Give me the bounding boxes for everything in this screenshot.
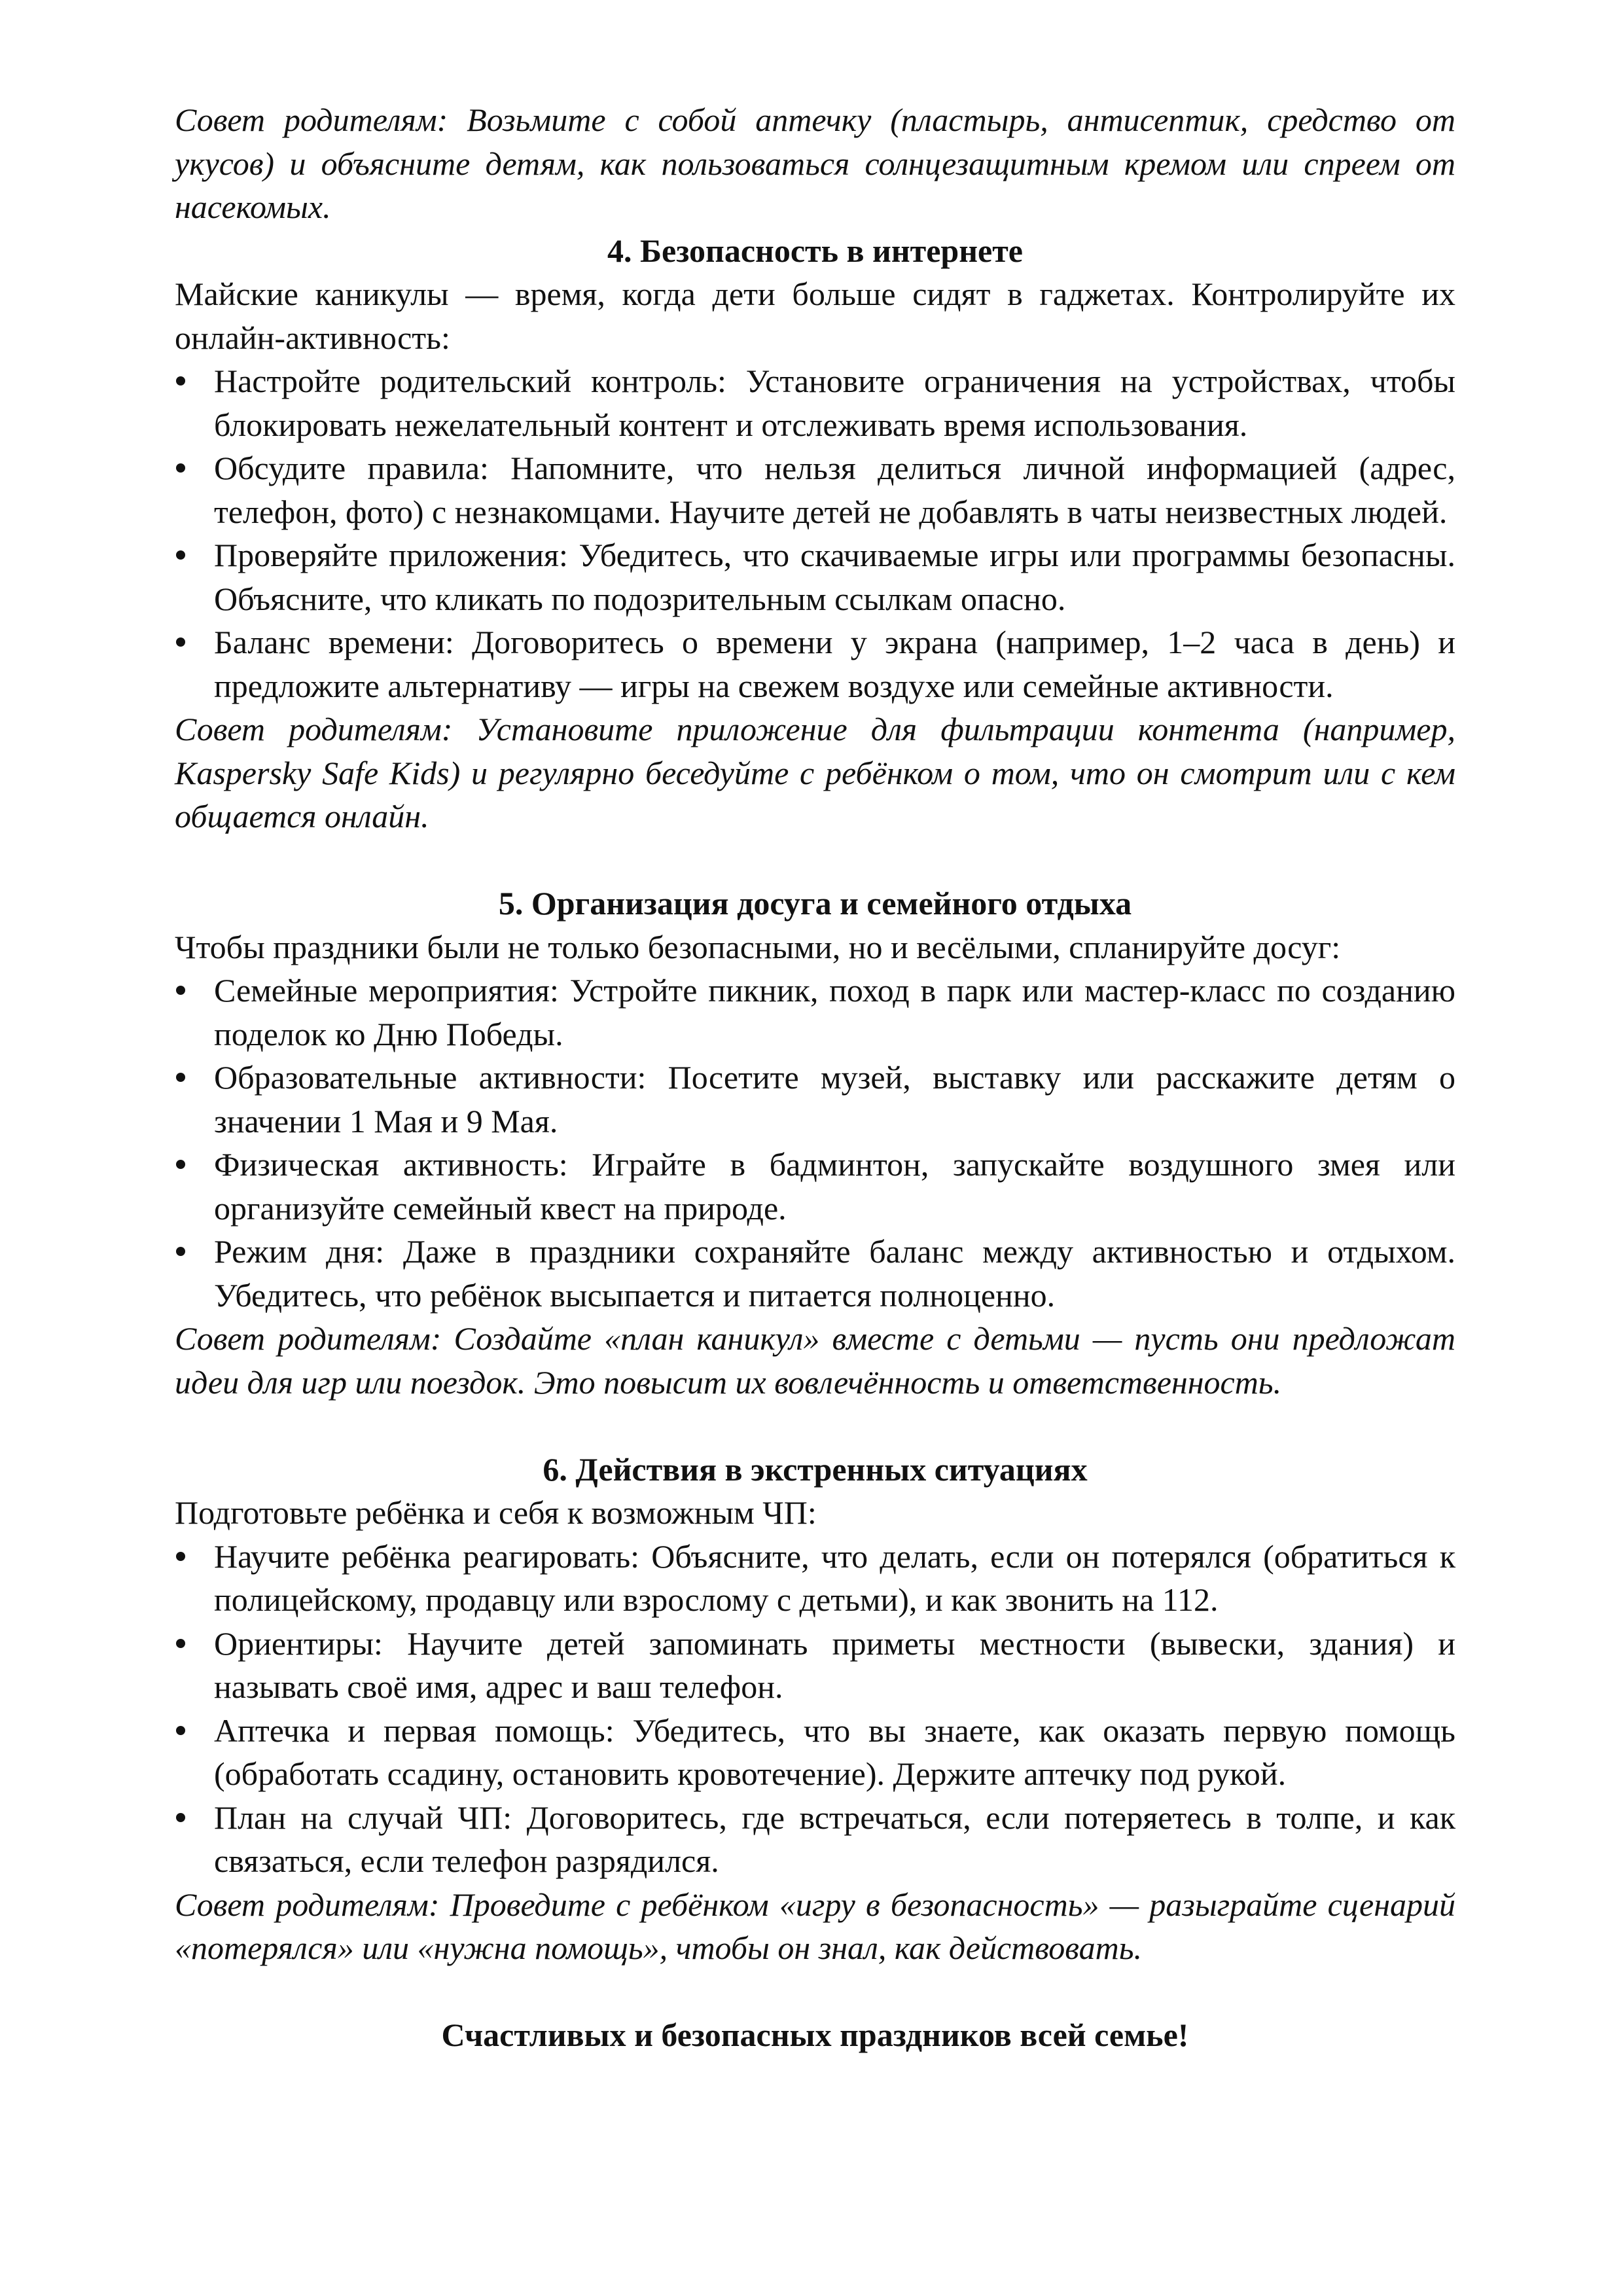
section-advice: Совет родителям: Создайте «план каникул» вместе с детьми — пусть они предложат идеи для игр или поездок. Это повысит их вовлечённость и ответственность. (175, 1320, 1455, 1401)
section-lead: Чтобы праздники были не только безопасными, но и весёлыми, спланируйте досуг: (175, 928, 1341, 965)
section-internet-safety (175, 229, 1455, 838)
bullet-icon (176, 1073, 185, 1082)
list-item (175, 1622, 1455, 1709)
list-item-text: Баланс времени: Договоритесь о времени у экрана (например, 1–2 часа в день) и предложите альтернативу — игры на свежем воздухе или семейные активности. (214, 624, 1455, 704)
list-item (175, 1709, 1455, 1796)
list-item-text: Обсудите правила: Напомните, что нельзя делиться личной информацией (адрес, телефон, фото) с незнакомцами. Научите детей не добавлять в чаты неизвестных людей. (214, 450, 1455, 530)
list-item (175, 1535, 1455, 1622)
list-item-text: Научите ребёнка реагировать: Объясните, что делать, если он потерялся (обратиться к полицейскому, продавцу или взрослому с детьми), и как звонить на 112. (214, 1537, 1455, 1618)
bullet-icon (176, 1813, 185, 1822)
list-item-text: Проверяйте приложения: Убедитесь, что скачиваемые игры или программы безопасны. Объясните, что кликать по подозрительным ссылкам опасно. (214, 537, 1455, 617)
closing-line: Счастливых и безопасных праздников всей семье! (441, 2017, 1189, 2053)
list-item (175, 446, 1455, 533)
intro-advice: Совет родителям: Возьмите с собой аптечку (пластырь, антисептик, средство от укусов) и объясните детям, как пользоваться солнцезащитным кремом или спреем от насекомых. (175, 101, 1455, 225)
list-item (175, 1796, 1455, 1883)
bullet-list (175, 969, 1455, 1317)
list-item (175, 1143, 1455, 1230)
document-page (175, 98, 1455, 2057)
bullet-icon (176, 1247, 185, 1256)
bullet-icon (176, 463, 185, 473)
section-emergency (175, 1448, 1455, 1970)
section-advice: Совет родителям: Проведите с ребёнком «игру в безопасность» — разыграйте сценарий «потерялся» или «нужна помощь», чтобы он знал, как действовать. (175, 1886, 1455, 1966)
list-item (175, 359, 1455, 446)
bullet-icon (176, 637, 185, 647)
list-item-text: Физическая активность: Играйте в бадминтон, запускайте воздушного змея или организуйте семейный квест на природе. (214, 1146, 1455, 1227)
bullet-icon (176, 1552, 185, 1561)
list-item-text: Настройте родительский контроль: Установите ограничения на устройствах, чтобы блокировать нежелательный контент и отслеживать время использования. (214, 363, 1455, 443)
section-advice: Совет родителям: Установите приложение для фильтрации контента (например, Kaspersky Safe Kids) и регулярно беседуйте с ребёнком о том, что он смотрит или с кем общается онлайн. (175, 711, 1455, 834)
bullet-icon (176, 1726, 185, 1735)
bullet-list (175, 1535, 1455, 1883)
list-item-text: Режим дня: Даже в праздники сохраняйте баланс между активностью и отдыхом. Убедитесь, что ребёнок высыпается и питается полноценно. (214, 1233, 1455, 1314)
section-lead: Подготовьте ребёнка и себя к возможным ЧП: (175, 1494, 817, 1531)
section-heading: 4. Безопасность в интернете (607, 232, 1023, 269)
spacer (175, 1970, 1455, 2014)
bullet-icon (176, 376, 185, 386)
spacer (175, 1404, 1455, 1448)
bullet-icon (176, 1639, 185, 1648)
bullet-icon (176, 986, 185, 995)
list-item-text: Семейные мероприятия: Устройте пикник, поход в парк или мастер-класс по созданию поделок ко Дню Победы. (214, 972, 1455, 1052)
section-heading: 5. Организация досуга и семейного отдыха (498, 885, 1132, 922)
bullet-list (175, 359, 1455, 708)
list-item (175, 1230, 1455, 1317)
list-item (175, 620, 1455, 708)
section-leisure (175, 882, 1455, 1404)
list-item (175, 533, 1455, 620)
list-item-text: План на случай ЧП: Договоритесь, где встречаться, если потеряетесь в толпе, и как связаться, если телефон разрядился. (214, 1799, 1455, 1879)
bullet-icon (176, 1160, 185, 1169)
bullet-icon (176, 550, 185, 560)
section-lead: Майские каникулы — время, когда дети больше сидят в гаджетах. Контролируйте их онлайн-активность: (175, 276, 1455, 356)
list-item (175, 969, 1455, 1056)
section-heading: 6. Действия в экстренных ситуациях (543, 1450, 1088, 1488)
list-item-text: Аптечка и первая помощь: Убедитесь, что вы знаете, как оказать первую помощь (обработать ссадину, остановить кровотечение). Держите аптечку под рукой. (214, 1712, 1455, 1792)
list-item-text: Ориентиры: Научите детей запоминать приметы местности (вывески, здания) и называть своё имя, адрес и ваш телефон. (214, 1624, 1455, 1705)
list-item (175, 1056, 1455, 1143)
spacer (175, 838, 1455, 882)
list-item-text: Образовательные активности: Посетите музей, выставку или расскажите детям о значении 1 Мая и 9 Мая. (214, 1059, 1455, 1139)
